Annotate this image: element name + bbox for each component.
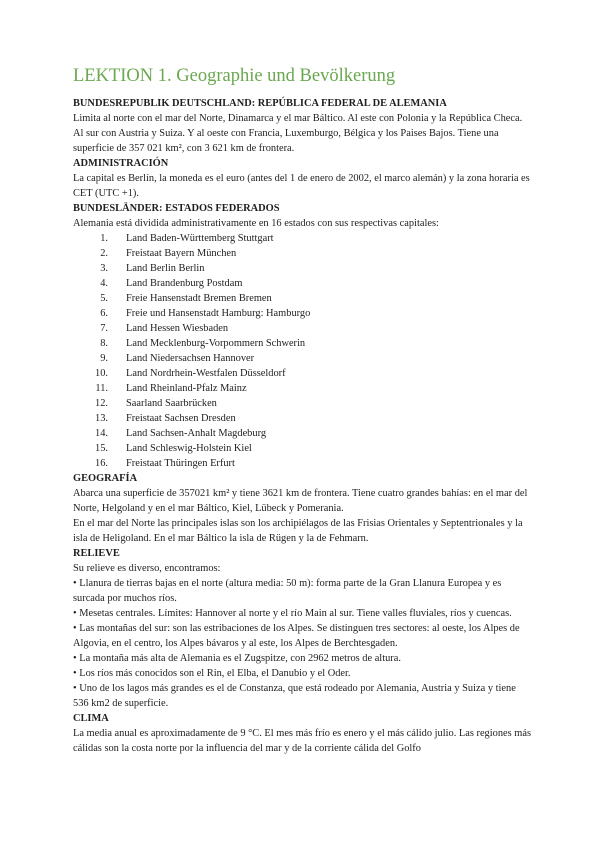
list-item-text: Saarland Saarbrücken: [126, 398, 217, 409]
geografia-paragraph-1: Abarca una superficie de 357021 km² y tiene 3621 km de frontera. Tiene cuatro grandes bahías: en el mar del Norte, Helgoland y en el mar Báltico, Kiel, Lübeck y Pomerania.: [73, 488, 528, 514]
list-item-number: 15.: [95, 443, 108, 454]
bullet-item: • Llanura de tierras bajas en el norte (altura media: 50 m): forma parte de la Gran Llanura Europea y es surcada por muchos ríos.: [73, 578, 502, 604]
intro-paragraph: Limita al norte con el mar del Norte, Dinamarca y el mar Báltico. Al este con Polonia y la República Checa. Al sur con Austria y Suiza. Y al oeste con Francia, Luxemburgo, Bélgica y los Paises Bajos. Tiene una superficie de 357 021 km², con 3 621 km de frontera.: [73, 113, 523, 154]
section-heading-geografia: GEOGRAFÍA: [73, 473, 138, 484]
list-item-number: 13.: [95, 413, 108, 424]
list-item-number: 7.: [100, 323, 108, 334]
list-item-text: Land Hessen Wiesbaden: [126, 323, 229, 334]
list-item-text: Freie und Hansenstadt Hamburg: Hamburgo: [126, 308, 311, 319]
states-list: [73, 231, 533, 471]
section-heading-clima: CLIMA: [73, 713, 109, 724]
list-item: [90, 336, 533, 351]
clima-paragraph: La media anual es aproximadamente de 9 °C. El mes más frío es enero y el más cálido julio. Las regiones más cálidas son la costa norte por la influencia del mar y de la corriente cálida del Golfo: [73, 728, 532, 754]
section-heading-intro: BUNDESREPUBLIK DEUTSCHLAND: REPÚBLICA FEDERAL DE ALEMANIA: [73, 98, 447, 109]
list-item-text: Freistaat Sachsen Dresden: [126, 413, 236, 424]
list-item-number: 1.: [100, 233, 108, 244]
list-item: [90, 246, 533, 261]
list-item: [90, 321, 533, 336]
section-heading-administracion: ADMINISTRACIÓN: [73, 158, 169, 169]
list-item-number: 3.: [100, 263, 108, 274]
list-item-text: Land Sachsen-Anhalt Magdeburg: [126, 428, 267, 439]
list-item-number: 5.: [100, 293, 108, 304]
list-item-number: 10.: [95, 368, 108, 379]
list-item: [90, 366, 533, 381]
list-item-text: Land Schleswig-Holstein Kiel: [126, 443, 252, 454]
list-item: [90, 306, 533, 321]
bullet-item: • Mesetas centrales. Límites: Hannover al norte y el río Main al sur. Tiene valles fluviales, ríos y cuencas.: [73, 608, 512, 619]
list-item-text: Freistaat Thüringen Erfurt: [126, 458, 235, 469]
list-item-text: Land Baden-Württemberg Stuttgart: [126, 233, 274, 244]
list-item: [90, 456, 533, 471]
list-item-text: Land Rheinland-Pfalz Mainz: [126, 383, 247, 394]
bullet-item: • Los ríos más conocidos son el Rin, el Elba, el Danubio y el Oder.: [73, 668, 351, 679]
list-item-text: Land Berlin Berlin: [126, 263, 205, 274]
relieve-bullet-list: [73, 576, 533, 711]
list-item-text: Land Mecklenburg-Vorpommern Schwerin: [126, 338, 306, 349]
list-item-number: 8.: [100, 338, 108, 349]
administracion-paragraph: La capital es Berlín, la moneda es el euro (antes del 1 de enero de 2002, el marco alemán) y la zona horaria es CET (UTC +1).: [73, 173, 530, 199]
bullet-item: • La montaña más alta de Alemania es el Zugspitze, con 2962 metros de altura.: [73, 653, 401, 664]
list-item: [90, 381, 533, 396]
list-item-text: Land Niedersachsen Hannover: [126, 353, 255, 364]
list-item: [90, 351, 533, 366]
list-item-text: Freie Hansenstadt Bremen Bremen: [126, 293, 272, 304]
list-item-number: 9.: [100, 353, 108, 364]
list-item: [90, 441, 533, 456]
geografia-paragraph-2: En el mar del Norte las principales islas son los archipiélagos de las Frisias Orientales y Septentrionales y la isla de Heligoland. En el mar Báltico la isla de Rügen y la de Fehmarn.: [73, 518, 523, 544]
list-item-number: 16.: [95, 458, 108, 469]
document-page: [73, 64, 533, 756]
list-item-text: Land Nordrhein-Westfalen Düsseldorf: [126, 368, 286, 379]
bullet-item: • Uno de los lagos más grandes es el de Constanza, que está rodeado por Alemania, Austria y Suiza y tiene 536 km2 de superficie.: [73, 683, 516, 709]
list-item-number: 6.: [100, 308, 108, 319]
list-item: [90, 276, 533, 291]
list-item: [90, 411, 533, 426]
bullet-item: • Las montañas del sur: son las estribaciones de los Alpes. Se distinguen tres sectores: al oeste, los Alpes de Algovia, en el centro, los Alpes bávaros y al este, los Alpes de Berchtesgaden.: [73, 623, 520, 649]
relieve-intro: Su relieve es diverso, encontramos:: [73, 563, 221, 574]
list-item-number: 4.: [100, 278, 108, 289]
list-item-text: Freistaat Bayern München: [126, 248, 237, 259]
list-item-number: 2.: [100, 248, 108, 259]
list-item-number: 12.: [95, 398, 108, 409]
bundeslaender-intro: Alemania está dividida administrativamente en 16 estados con sus respectivas capitales:: [73, 218, 439, 229]
list-item: [90, 231, 533, 246]
list-item: [90, 426, 533, 441]
list-item-number: 14.: [95, 428, 108, 439]
section-heading-bundeslaender: BUNDESLÄNDER: ESTADOS FEDERADOS: [73, 203, 280, 214]
list-item-number: 11.: [95, 383, 108, 394]
section-heading-relieve: RELIEVE: [73, 548, 120, 559]
page-title: LEKTION 1. Geographie und Bevölkerung: [73, 66, 396, 86]
list-item-text: Land Brandenburg Postdam: [126, 278, 243, 289]
list-item: [90, 291, 533, 306]
list-item: [90, 396, 533, 411]
list-item: [90, 261, 533, 276]
